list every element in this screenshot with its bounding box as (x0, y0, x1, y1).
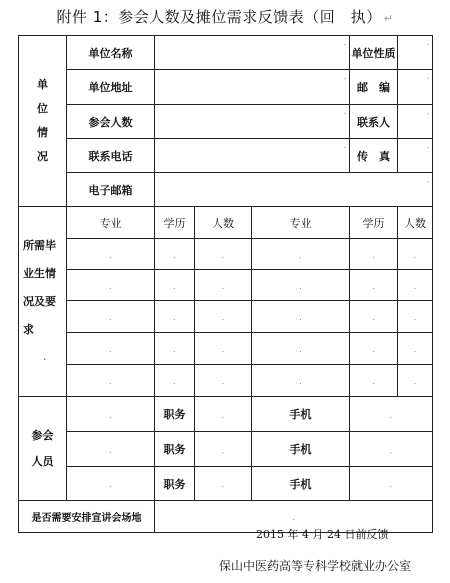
unit-address-field[interactable]: . (155, 70, 350, 105)
grad-cell[interactable]: . (195, 333, 252, 365)
venue-answer-field[interactable]: . (155, 501, 433, 533)
grad-cell[interactable]: . (195, 365, 252, 397)
grad-cell[interactable]: . (67, 239, 155, 270)
unit-row-name (19, 36, 433, 70)
grad-cell[interactable]: . (398, 239, 433, 270)
email-label: 电子邮箱 (67, 173, 155, 207)
grads-section-label (19, 207, 67, 397)
grads-header-row (19, 207, 433, 239)
attendee-row (19, 397, 433, 432)
postcode-label: 邮 编 (350, 70, 398, 105)
cell-mark: . (42, 352, 47, 362)
grad-cell[interactable]: . (67, 333, 155, 365)
grad-cell[interactable]: . (398, 270, 433, 301)
email-field[interactable]: . (155, 173, 433, 207)
position-field[interactable]: . (195, 397, 252, 432)
grads-row (19, 239, 433, 270)
grad-cell[interactable]: . (67, 301, 155, 333)
unit-address-label: 单位地址 (67, 70, 155, 105)
attendees-label-line: 参会 (31, 428, 54, 442)
fax-label: 传 真 (350, 139, 398, 173)
grad-cell[interactable]: . (350, 301, 398, 333)
grad-cell[interactable]: . (155, 333, 195, 365)
grad-cell[interactable]: . (350, 365, 398, 397)
mobile-field[interactable]: . (350, 432, 433, 467)
return-mark: ↵ (383, 12, 394, 25)
mobile-field[interactable]: . (350, 397, 433, 432)
contact-person-label: 联系人 (350, 105, 398, 139)
attendee-name-field[interactable]: . (67, 397, 155, 432)
venue-question-label: 是否需要安排宣讲会场地 (19, 501, 155, 533)
unit-name-label: 单位名称 (67, 36, 155, 70)
unit-label-char: 情 (37, 126, 48, 139)
grad-cell[interactable]: . (195, 270, 252, 301)
grad-cell[interactable]: . (252, 270, 350, 301)
col-header-count: 人数 (195, 207, 252, 239)
unit-label-char: 况 (37, 150, 48, 163)
form-title-text: 附件 1：参会人数及摊位需求反馈表（回 执） (56, 8, 382, 26)
grads-row (19, 270, 433, 301)
unit-label-char: 位 (37, 102, 48, 115)
attendee-name-field[interactable]: . (67, 467, 155, 501)
grad-cell[interactable]: . (155, 239, 195, 270)
col-header-degree: 学历 (350, 207, 398, 239)
col-header-major: 专业 (67, 207, 155, 239)
grads-label-line: 业生情 (23, 266, 56, 280)
grad-cell[interactable]: . (252, 239, 350, 270)
grads-row (19, 333, 433, 365)
grad-cell[interactable]: . (195, 239, 252, 270)
grad-cell[interactable]: . (252, 301, 350, 333)
grads-row (19, 301, 433, 333)
position-field[interactable]: . (195, 467, 252, 501)
contact-phone-label: 联系电话 (67, 139, 155, 173)
postcode-field[interactable]: . (398, 70, 433, 105)
unit-nature-label: 单位性质 (350, 36, 398, 70)
grad-cell[interactable]: . (252, 365, 350, 397)
grad-cell[interactable]: . (155, 270, 195, 301)
grads-row (19, 365, 433, 397)
attendee-name-field[interactable]: . (67, 432, 155, 467)
unit-row-phone (19, 139, 433, 173)
col-header-major: 专业 (252, 207, 350, 239)
grad-cell[interactable]: . (398, 365, 433, 397)
grads-label-line: 况及要 (23, 294, 56, 308)
unit-nature-field[interactable]: . (398, 36, 433, 70)
unit-row-email (19, 173, 433, 207)
grad-cell[interactable]: . (67, 270, 155, 301)
contact-person-field[interactable]: . (398, 105, 433, 139)
unit-row-address (19, 70, 433, 105)
unit-label-char: 单 (37, 78, 48, 91)
grad-cell[interactable]: . (195, 301, 252, 333)
feedback-deadline: 2015 年 4 月 24 日前反馈 (256, 528, 389, 541)
grad-cell[interactable]: . (350, 239, 398, 270)
attendee-row (19, 467, 433, 501)
contact-phone-field[interactable]: . (155, 139, 350, 173)
issuing-office: 保山中医药高等专科学校就业办公室 (219, 559, 412, 573)
grad-cell[interactable]: . (350, 270, 398, 301)
grad-cell[interactable]: . (155, 301, 195, 333)
attendee-count-label: 参会人数 (67, 105, 155, 139)
grad-cell[interactable]: . (398, 333, 433, 365)
attendee-count-field[interactable]: . (155, 105, 350, 139)
attendees-label-line: 人员 (31, 454, 54, 468)
col-header-degree: 学历 (155, 207, 195, 239)
grad-cell[interactable]: . (398, 301, 433, 333)
unit-name-field[interactable]: . (155, 36, 350, 70)
mobile-label: 手机 (252, 397, 350, 432)
feedback-form-table (18, 35, 433, 533)
grad-cell[interactable]: . (67, 365, 155, 397)
position-label: 职务 (155, 397, 195, 432)
form-title (0, 6, 450, 27)
position-label: 职务 (155, 467, 195, 501)
position-field[interactable]: . (195, 432, 252, 467)
mobile-label: 手机 (252, 432, 350, 467)
grads-label-line: 所需毕 (23, 238, 56, 252)
grad-cell[interactable]: . (155, 365, 195, 397)
fax-field[interactable]: . (398, 139, 433, 173)
attendees-section-label (19, 397, 67, 501)
position-label: 职务 (155, 432, 195, 467)
grad-cell[interactable]: . (252, 333, 350, 365)
grads-label-line: 求 (23, 322, 34, 336)
mobile-label: 手机 (252, 467, 350, 501)
col-header-count: 人数 (398, 207, 433, 239)
attendee-row (19, 432, 433, 467)
grad-cell[interactable]: . (350, 333, 398, 365)
unit-section-label (19, 36, 67, 207)
mobile-field[interactable]: . (350, 467, 433, 501)
unit-row-attendees (19, 105, 433, 139)
